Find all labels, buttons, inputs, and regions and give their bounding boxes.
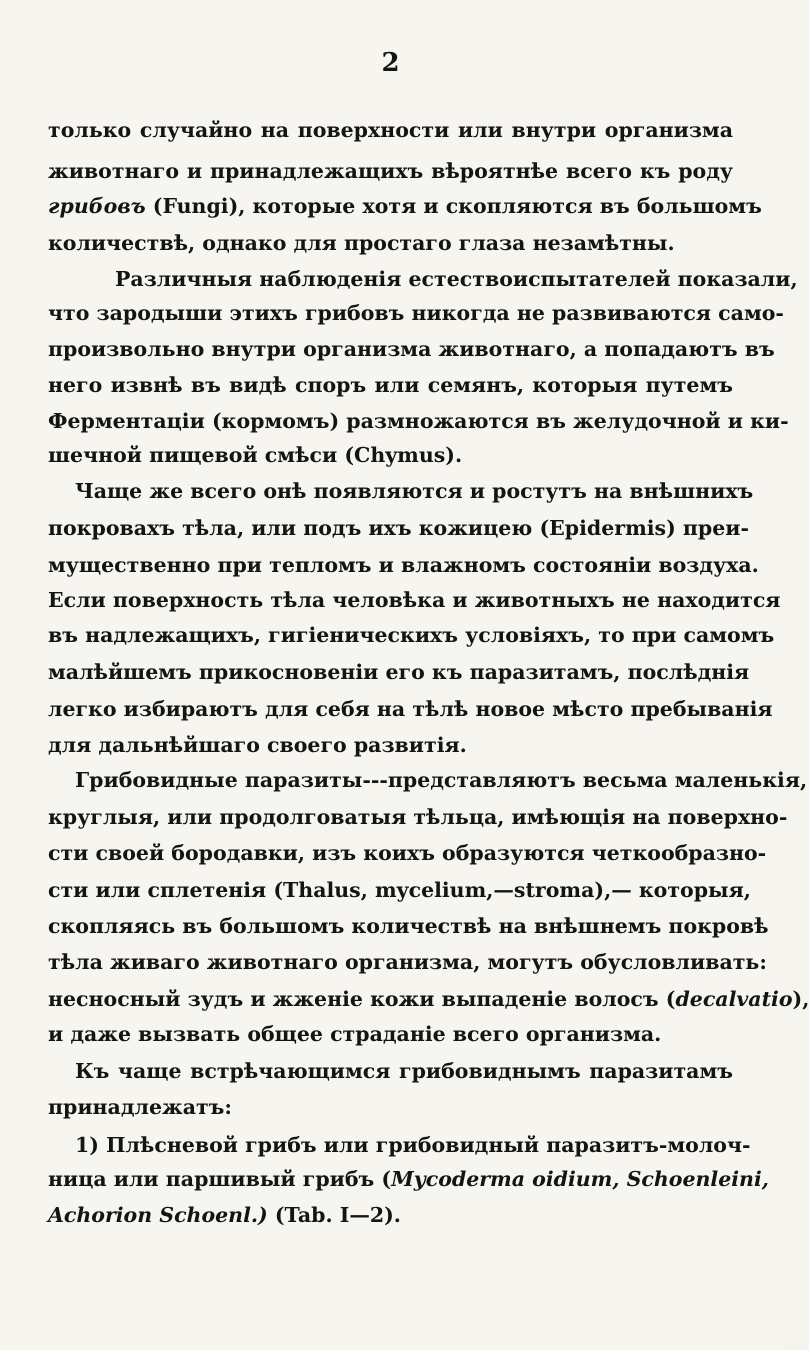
text-segment: животнаго и принадлежащихъ вѣроятнѣе всего къ роду bbox=[48, 159, 733, 183]
text-line bbox=[48, 909, 769, 943]
text-segment: для дальнѣйшаго своего развитія. bbox=[48, 733, 467, 757]
text-line bbox=[48, 1198, 733, 1232]
text-line bbox=[48, 438, 733, 472]
text-line bbox=[48, 404, 789, 438]
text-line bbox=[75, 1128, 751, 1162]
text-line bbox=[48, 113, 733, 147]
text-segment: что зародыши этихъ грибовъ никогда не развиваются само- bbox=[48, 301, 784, 325]
text-line bbox=[48, 189, 762, 223]
text-segment: тѣла живаго животнаго организма, могутъ обусловливать: bbox=[48, 950, 767, 974]
text-segment: 1) bbox=[75, 1133, 107, 1157]
text-line bbox=[75, 763, 808, 797]
text-line bbox=[75, 474, 754, 508]
text-line bbox=[115, 262, 798, 296]
text-line bbox=[48, 548, 759, 582]
text-line bbox=[48, 368, 733, 402]
text-line bbox=[48, 1162, 769, 1196]
text-segment: Ферментаціи (кормомъ) размножаются въ желудочной и ки- bbox=[48, 409, 789, 433]
text-segment: Различныя наблюденія естествоиспытателей показали, bbox=[115, 267, 798, 291]
text-segment: малѣйшемъ прикосновеніи его къ паразитамъ, послѣднія bbox=[48, 660, 750, 684]
text-line bbox=[48, 226, 733, 260]
text-line bbox=[48, 982, 809, 1016]
text-line bbox=[48, 511, 750, 545]
text-segment: несносный зудъ и жженіе кожи выпаденіе волосъ ( bbox=[48, 987, 676, 1011]
text-segment: скопляясь въ большомъ количествѣ на внѣшнемъ покровѣ bbox=[48, 914, 769, 938]
text-segment: ), bbox=[792, 987, 809, 1011]
text-line bbox=[48, 728, 733, 762]
text-segment: покровахъ тѣла, или подъ ихъ кожицею (Epidermis) преи- bbox=[48, 516, 750, 540]
text-segment: количествѣ, однако для простаго глаза незамѣтны. bbox=[48, 231, 675, 255]
text-line bbox=[48, 583, 781, 617]
italic-text: Achorion Schoenl.) bbox=[48, 1203, 268, 1227]
text-line bbox=[48, 296, 784, 330]
text-line bbox=[48, 1090, 733, 1124]
italic-text: decalvatio bbox=[675, 987, 793, 1011]
text-line bbox=[48, 836, 767, 870]
text-segment: или грибовидный паразитъ-молоч- bbox=[316, 1133, 751, 1157]
text-segment: Къ чаще встрѣчающимся грибовиднымъ паразитамъ bbox=[75, 1059, 733, 1083]
text-segment: Чаще же всего онѣ появляются и ростутъ на внѣшнихъ bbox=[75, 479, 754, 503]
text-segment: круглыя, или продолговатыя тѣльца, имѣющія на поверхно- bbox=[48, 805, 788, 829]
text-segment: и даже вызвать общее страданіе всего организма. bbox=[48, 1022, 662, 1046]
text-line bbox=[48, 873, 751, 907]
italic-text: Mycoderma oidium, Schoenleini, bbox=[391, 1167, 769, 1191]
text-segment: (Fungi), которые хотя и скопляются въ большомъ bbox=[145, 194, 762, 218]
text-line bbox=[48, 618, 775, 652]
text-segment: только случайно на поверхности или внутри организма bbox=[48, 118, 733, 142]
text-line bbox=[48, 655, 750, 689]
text-line bbox=[48, 332, 775, 366]
text-segment: легко избираютъ для себя на тѣлѣ новое мѣсто пребыванія bbox=[48, 697, 773, 721]
text-segment: Если поверхность тѣла человѣка и животныхъ не находится bbox=[48, 588, 781, 612]
text-line bbox=[48, 945, 767, 979]
text-line bbox=[48, 800, 788, 834]
text-segment: произвольно внутри организма животнаго, а попадаютъ въ bbox=[48, 337, 775, 361]
text-segment: него извнѣ въ видѣ споръ или семянъ, которыя путемъ bbox=[48, 373, 733, 397]
emphasis-text: Плѣсневой грибъ bbox=[106, 1133, 317, 1157]
text-segment: сти своей бородавки, изъ коихъ образуются четкообразно- bbox=[48, 841, 767, 865]
text-segment: принадлежатъ: bbox=[48, 1095, 232, 1119]
text-line bbox=[75, 1054, 733, 1088]
text-line bbox=[48, 1017, 733, 1051]
page-number: 2 bbox=[381, 48, 400, 78]
text-line bbox=[48, 692, 773, 726]
text-segment: ---представляютъ весьма маленькія, bbox=[362, 768, 808, 792]
text-segment: сти или сплетенія (Thalus, mycelium,—stroma),— которыя, bbox=[48, 878, 751, 902]
text-segment: ница или паршивый грибъ ( bbox=[48, 1167, 392, 1191]
italic-text: грибовъ bbox=[48, 194, 146, 218]
emphasis-text: Грибовидные паразиты bbox=[75, 768, 363, 792]
text-segment: шечной пищевой смѣси (Chymus). bbox=[48, 443, 463, 467]
text-segment: мущественно при тепломъ и влажномъ состояніи воздуха. bbox=[48, 553, 759, 577]
text-line bbox=[48, 154, 733, 188]
text-segment: въ надлежащихъ, гигіеническихъ условіяхъ, то при самомъ bbox=[48, 623, 775, 647]
text-segment: (Tab. I—2). bbox=[267, 1203, 401, 1227]
